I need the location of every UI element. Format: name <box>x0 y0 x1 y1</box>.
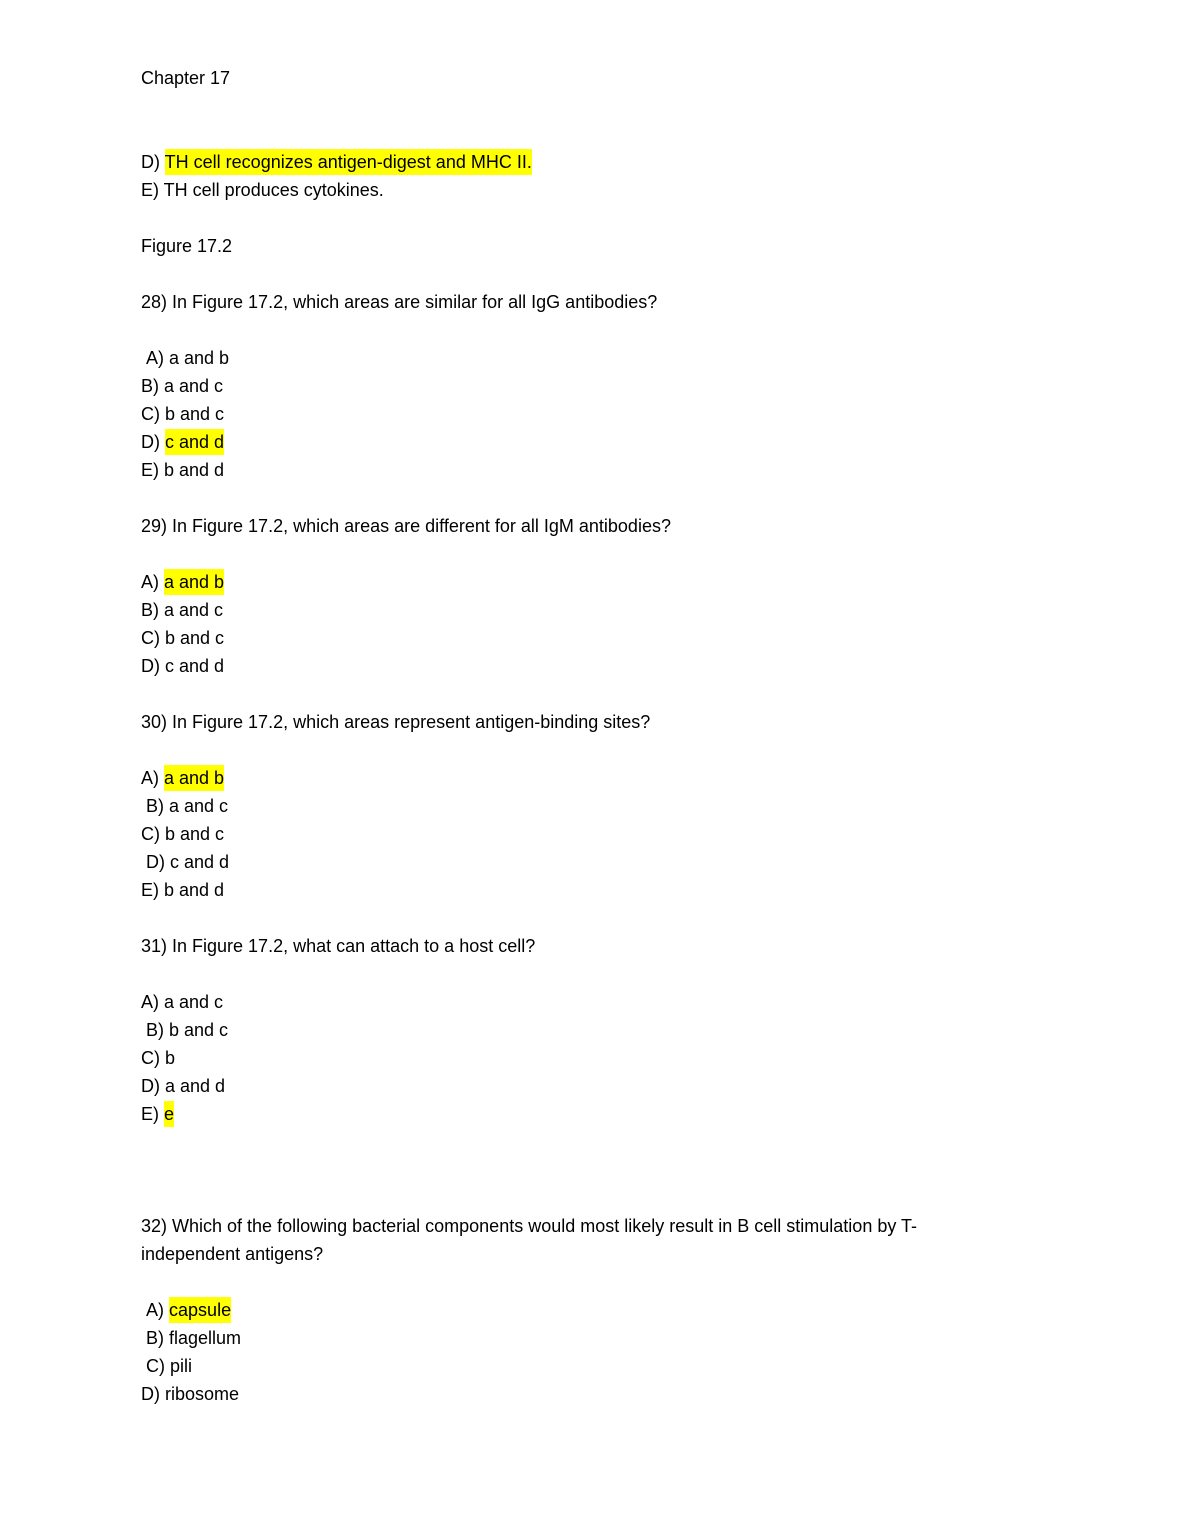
text-segment: D) <box>141 432 165 452</box>
text-segment: independent antigens? <box>141 1244 324 1264</box>
option-28-e <box>141 456 1100 484</box>
text-segment: C) b <box>141 1048 176 1068</box>
highlighted-text: c and d <box>165 429 224 455</box>
text-segment: B) b and c <box>141 1020 229 1040</box>
blank-line <box>141 736 1100 764</box>
text-segment: Figure 17.2 <box>141 236 233 256</box>
text-segment: Chapter 17 <box>141 68 231 88</box>
blank-line <box>141 1128 1100 1156</box>
blank-line <box>141 120 1100 148</box>
text-segment: E) b and d <box>141 460 225 480</box>
text-segment: D) a and d <box>141 1076 226 1096</box>
option-31-b <box>141 1016 1100 1044</box>
blank-line <box>141 92 1100 120</box>
blank-line <box>141 1268 1100 1296</box>
option-28-b <box>141 372 1100 400</box>
option-29-d <box>141 652 1100 680</box>
option-32-b <box>141 1324 1100 1352</box>
option-30-c <box>141 820 1100 848</box>
option-32-d <box>141 1380 1100 1408</box>
blank-line <box>141 204 1100 232</box>
text-segment: A) <box>141 1300 170 1320</box>
blank-line <box>141 680 1100 708</box>
chapter-header <box>141 64 1100 92</box>
option-28-a <box>141 344 1100 372</box>
highlighted-text: a and b <box>164 569 224 595</box>
blank-line <box>141 1184 1100 1212</box>
option-prev-d <box>141 148 1100 176</box>
text-segment: D) <box>141 152 165 172</box>
option-30-e <box>141 876 1100 904</box>
option-32-a <box>141 1296 1100 1324</box>
blank-line <box>141 904 1100 932</box>
text-segment: C) b and c <box>141 404 225 424</box>
text-segment: 32) Which of the following bacterial components would most likely result in B cell stimulation by T- <box>141 1216 918 1236</box>
blank-line <box>141 260 1100 288</box>
option-31-e <box>141 1100 1100 1128</box>
option-30-d <box>141 848 1100 876</box>
highlighted-text: a and b <box>164 765 224 791</box>
text-segment: B) flagellum <box>141 1328 242 1348</box>
option-32-c <box>141 1352 1100 1380</box>
blank-line <box>141 484 1100 512</box>
text-segment: 29) In Figure 17.2, which areas are different for all IgM antibodies? <box>141 516 671 536</box>
blank-line <box>141 960 1100 988</box>
highlighted-text: capsule <box>169 1297 231 1323</box>
figure-label <box>141 232 1100 260</box>
text-segment: B) a and c <box>141 796 229 816</box>
option-30-b <box>141 792 1100 820</box>
text-segment: A) <box>141 572 165 592</box>
blank-line <box>141 540 1100 568</box>
text-segment: C) b and c <box>141 628 225 648</box>
question-31 <box>141 932 1100 960</box>
text-segment: E) b and d <box>141 880 225 900</box>
text-segment: C) b and c <box>141 824 225 844</box>
text-segment: A) a and b <box>141 348 230 368</box>
text-segment: A) <box>141 768 165 788</box>
text-segment: E) <box>141 1104 165 1124</box>
highlighted-text: e <box>164 1101 174 1127</box>
option-31-c <box>141 1044 1100 1072</box>
option-29-c <box>141 624 1100 652</box>
text-segment: A) a and c <box>141 992 224 1012</box>
option-28-d <box>141 428 1100 456</box>
highlighted-text: TH cell recognizes antigen-digest and MHC II. <box>165 149 532 175</box>
question-30 <box>141 708 1100 736</box>
text-segment: D) c and d <box>141 656 225 676</box>
text-segment: B) a and c <box>141 600 224 620</box>
text-segment: 31) In Figure 17.2, what can attach to a host cell? <box>141 936 536 956</box>
option-29-a <box>141 568 1100 596</box>
text-segment: C) pili <box>141 1356 193 1376</box>
option-prev-e <box>141 176 1100 204</box>
text-segment: 30) In Figure 17.2, which areas represent antigen-binding sites? <box>141 712 651 732</box>
blank-line <box>141 1156 1100 1184</box>
text-segment: D) c and d <box>141 852 230 872</box>
option-28-c <box>141 400 1100 428</box>
question-32-line-2 <box>141 1240 1100 1268</box>
question-32-line-1 <box>141 1212 1100 1240</box>
text-segment: 28) In Figure 17.2, which areas are similar for all IgG antibodies? <box>141 292 658 312</box>
text-segment: E) TH cell produces cytokines. <box>141 180 384 200</box>
option-31-a <box>141 988 1100 1016</box>
document-content <box>141 64 1100 1408</box>
blank-line <box>141 316 1100 344</box>
option-29-b <box>141 596 1100 624</box>
text-segment: B) a and c <box>141 376 224 396</box>
question-28 <box>141 288 1100 316</box>
option-31-d <box>141 1072 1100 1100</box>
question-29 <box>141 512 1100 540</box>
text-segment: D) ribosome <box>141 1384 240 1404</box>
option-30-a <box>141 764 1100 792</box>
